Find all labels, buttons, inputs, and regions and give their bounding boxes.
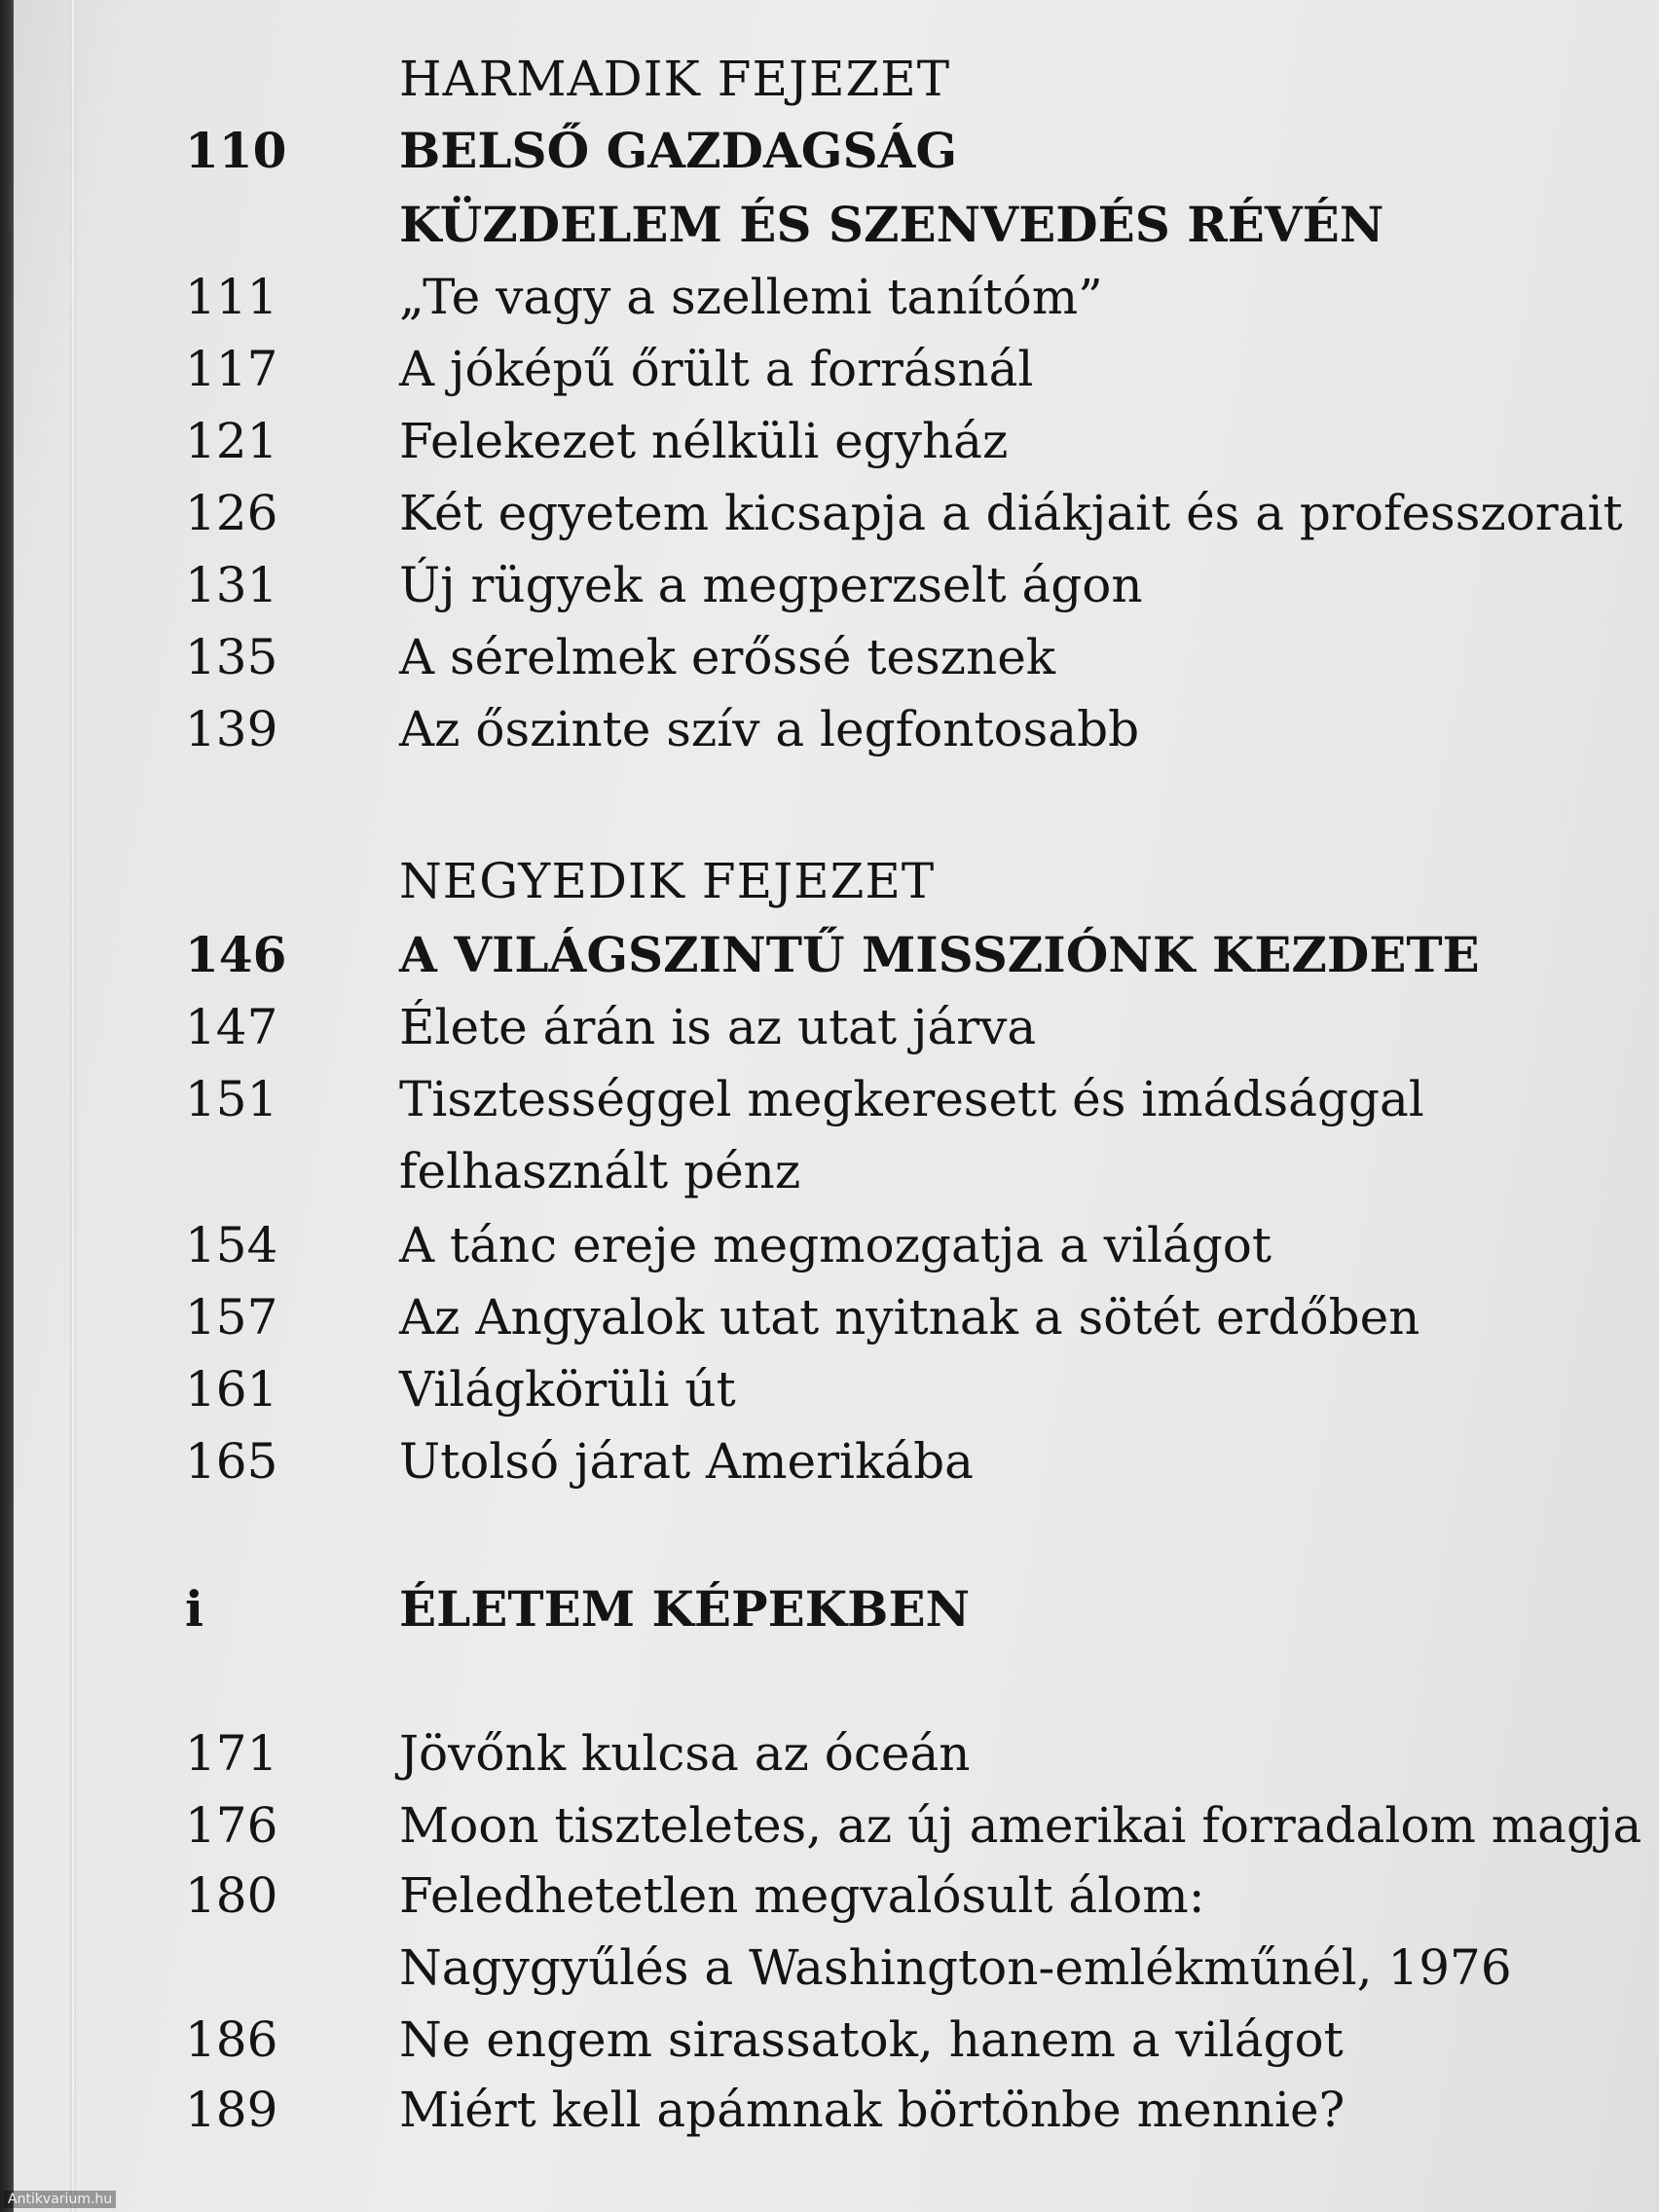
- entry-title: Két egyetem kicsapja a diákjait és a professzorait: [399, 485, 1623, 541]
- entry-page: 189: [185, 2082, 278, 2138]
- watermark: Antikvarium.hu: [4, 2191, 116, 2208]
- entry-title: A tánc ereje megmozgatja a világot: [399, 1217, 1272, 1273]
- entry-page: 161: [185, 1361, 278, 1418]
- entry-page: 186: [185, 2011, 278, 2068]
- entry-page: 165: [185, 1433, 278, 1490]
- entry-page: 157: [185, 1289, 278, 1346]
- entry-title: „Te vagy a szellemi tanítóm”: [399, 269, 1103, 325]
- entry-title: Miért kell apámnak börtönbe mennie?: [399, 2082, 1346, 2138]
- book-page: [14, 0, 1659, 2212]
- pictures-page: i: [185, 1580, 203, 1638]
- entry-title: Utolsó járat Amerikába: [399, 1433, 974, 1490]
- entry-page: 180: [185, 1867, 278, 1924]
- entry-page: 176: [185, 1797, 278, 1854]
- entry-title-continuation: felhasznált pénz: [399, 1143, 801, 1199]
- chapter3-title-line1: BELSŐ GAZDAGSÁG: [399, 122, 958, 179]
- chapter4-label: NEGYEDIK FEJEZET: [399, 853, 936, 909]
- entry-title: Felekezet nélküli egyház: [399, 413, 1009, 469]
- chapter4-title: A VILÁGSZINTŰ MISSZIÓNK KEZDETE: [399, 926, 1480, 983]
- entry-title: Jövőnk kulcsa az óceán: [399, 1725, 971, 1782]
- entry-page: 111: [185, 269, 278, 325]
- chapter3-label: HARMADIK FEJEZET: [399, 51, 951, 107]
- chapter3-page: 110: [185, 122, 287, 179]
- entry-title: Az Angyalok utat nyitnak a sötét erdőben: [399, 1289, 1420, 1346]
- entry-page: 121: [185, 413, 278, 469]
- entry-title-continuation: Nagygyűlés a Washington-emlékműnél, 1976: [399, 1939, 1512, 1996]
- entry-title: Feledhetetlen megvalósult álom:: [399, 1867, 1205, 1924]
- entry-page: 135: [185, 629, 278, 685]
- entry-page: 131: [185, 557, 278, 613]
- entry-title: Tisztességgel megkeresett és imádsággal: [399, 1071, 1424, 1127]
- page-edge: [70, 0, 76, 2212]
- entry-page: 126: [185, 485, 278, 541]
- entry-page: 147: [185, 999, 278, 1055]
- entry-title: Új rügyek a megperzselt ágon: [399, 557, 1143, 613]
- entry-page: 117: [185, 341, 278, 397]
- entry-title: Világkörüli út: [399, 1361, 736, 1418]
- entry-title: Ne engem sirassatok, hanem a világot: [399, 2011, 1344, 2068]
- entry-title: A jóképű őrült a forrásnál: [399, 341, 1034, 397]
- pictures-title: ÉLETEM KÉPEKBEN: [399, 1580, 971, 1638]
- entry-page: 154: [185, 1217, 278, 1273]
- entry-title: Az őszinte szív a legfontosabb: [399, 701, 1140, 757]
- entry-page: 151: [185, 1071, 278, 1127]
- entry-page: 171: [185, 1725, 278, 1782]
- entry-page: 139: [185, 701, 278, 757]
- entry-title: Moon tiszteletes, az új amerikai forradalom magja: [399, 1797, 1642, 1854]
- chapter3-title-line2: KÜZDELEM ÉS SZENVEDÉS RÉVÉN: [399, 196, 1384, 253]
- entry-title: A sérelmek erőssé tesznek: [399, 629, 1056, 685]
- chapter4-page: 146: [185, 926, 287, 983]
- entry-title: Élete árán is az utat járva: [399, 999, 1037, 1055]
